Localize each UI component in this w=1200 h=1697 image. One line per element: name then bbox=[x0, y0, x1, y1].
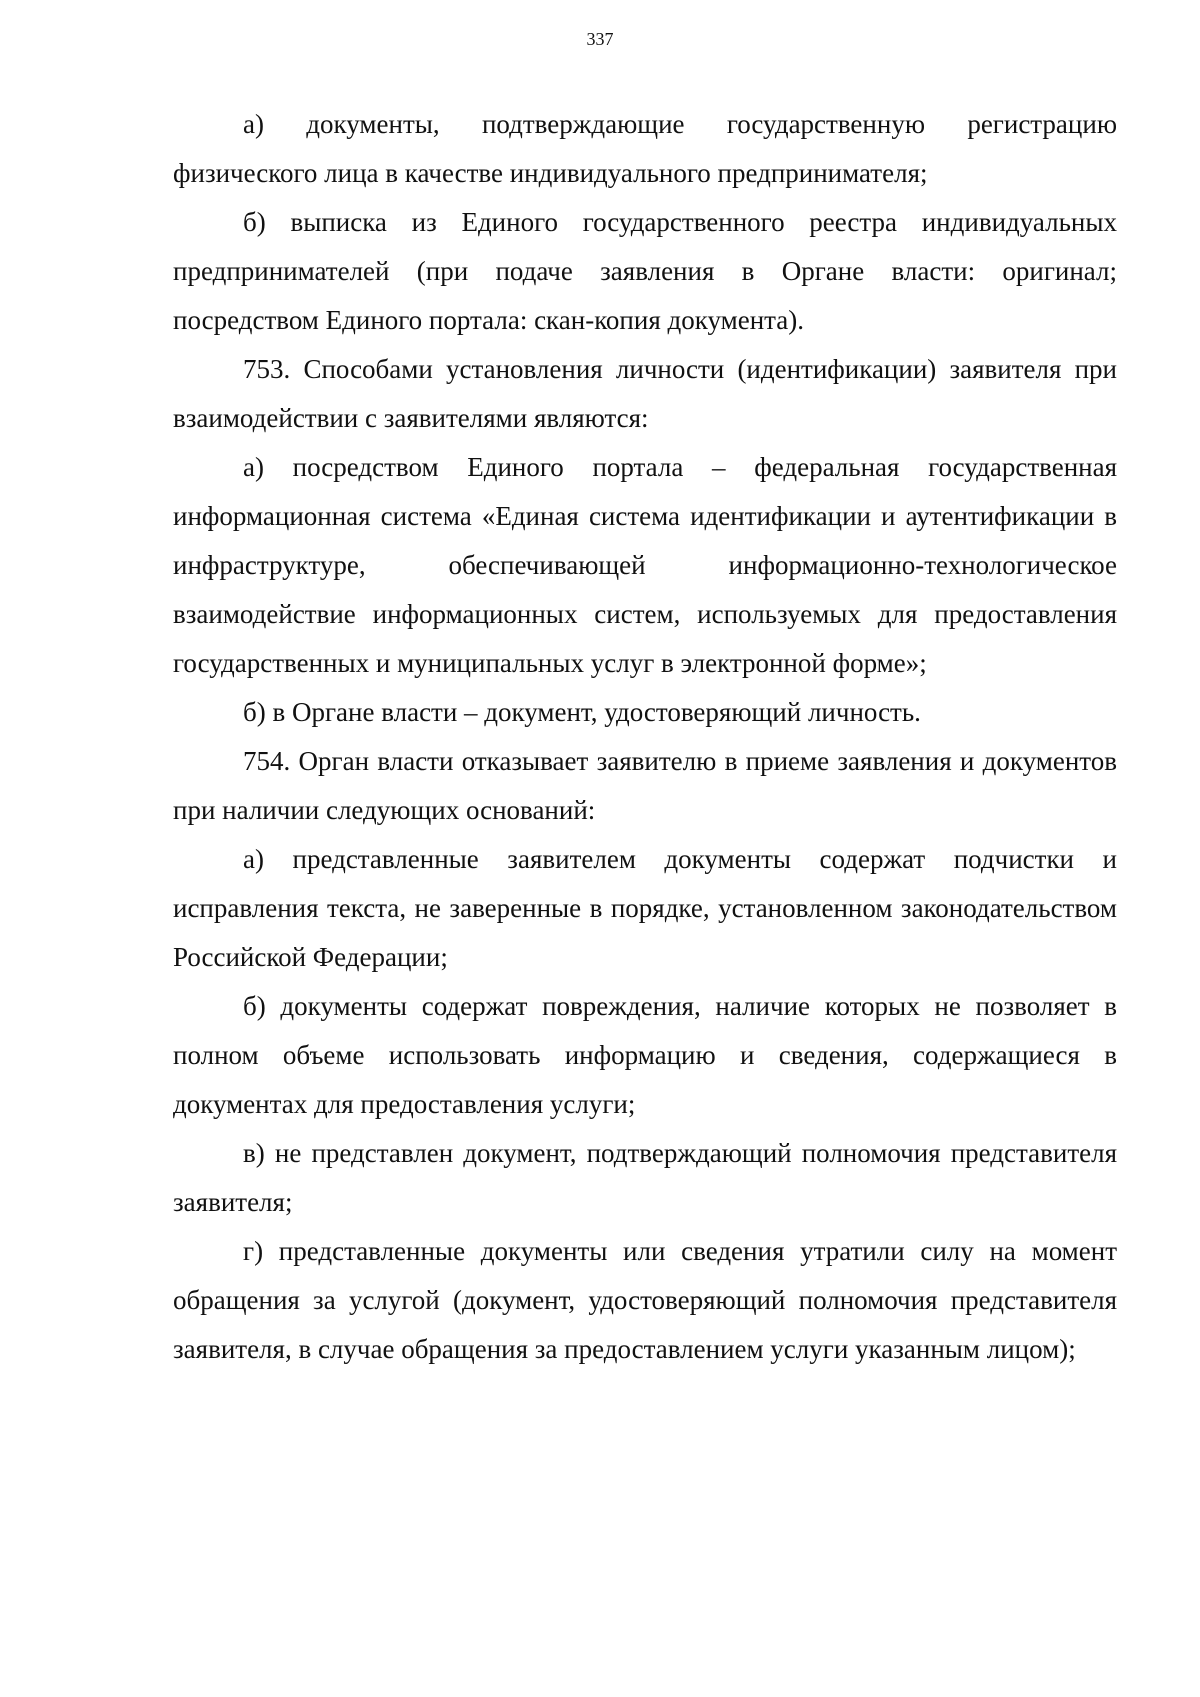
paragraph-754-v: в) не представлен документ, подтверждающий полномочия представителя заявителя; bbox=[173, 1138, 1117, 1217]
paragraph-754-g: г) представленные документы или сведения утратили силу на момент обращения за услугой (документ, удостоверяющий полномочия представителя заявителя, в случае обращения за предоставлением услуги указанным лицом); bbox=[173, 1236, 1117, 1364]
page-number: 337 bbox=[586, 29, 614, 49]
document-body bbox=[173, 100, 1117, 1374]
paragraph-b-egrip-extract: б) выписка из Единого государственного реестра индивидуальных предпринимателей (при подаче заявления в Органе власти: оригинал; посредством Единого портала: скан-копия документа). bbox=[173, 207, 1117, 335]
paragraph-753: 753. Способами установления личности (идентификации) заявителя при взаимодействии с заявителями являются: bbox=[173, 354, 1117, 433]
paragraph-754-a: а) представленные заявителем документы содержат подчистки и исправления текста, не заверенные в порядке, установленном законодательством Российской Федерации; bbox=[173, 844, 1117, 972]
paragraph-a-registration-docs: а) документы, подтверждающие государственную регистрацию физического лица в качестве индивидуального предпринимателя; bbox=[173, 109, 1117, 188]
paragraph-753-b: б) в Органе власти – документ, удостоверяющий личность. bbox=[243, 697, 921, 727]
paragraph-754-b: б) документы содержат повреждения, наличие которых не позволяет в полном объеме использовать информацию и сведения, содержащиеся в документах для предоставления услуги; bbox=[173, 991, 1117, 1119]
paragraph-754: 754. Орган власти отказывает заявителю в приеме заявления и документов при наличии следующих оснований: bbox=[173, 746, 1117, 825]
paragraph-753-a: а) посредством Единого портала – федеральная государственная информационная система «Единая система идентификации и аутентификации в инфраструктуре, обеспечивающей информационно-технологическое взаимодействие информационных систем, используемых для предоставления государственных и муниципальных услуг в электронной форме»; bbox=[173, 452, 1117, 678]
